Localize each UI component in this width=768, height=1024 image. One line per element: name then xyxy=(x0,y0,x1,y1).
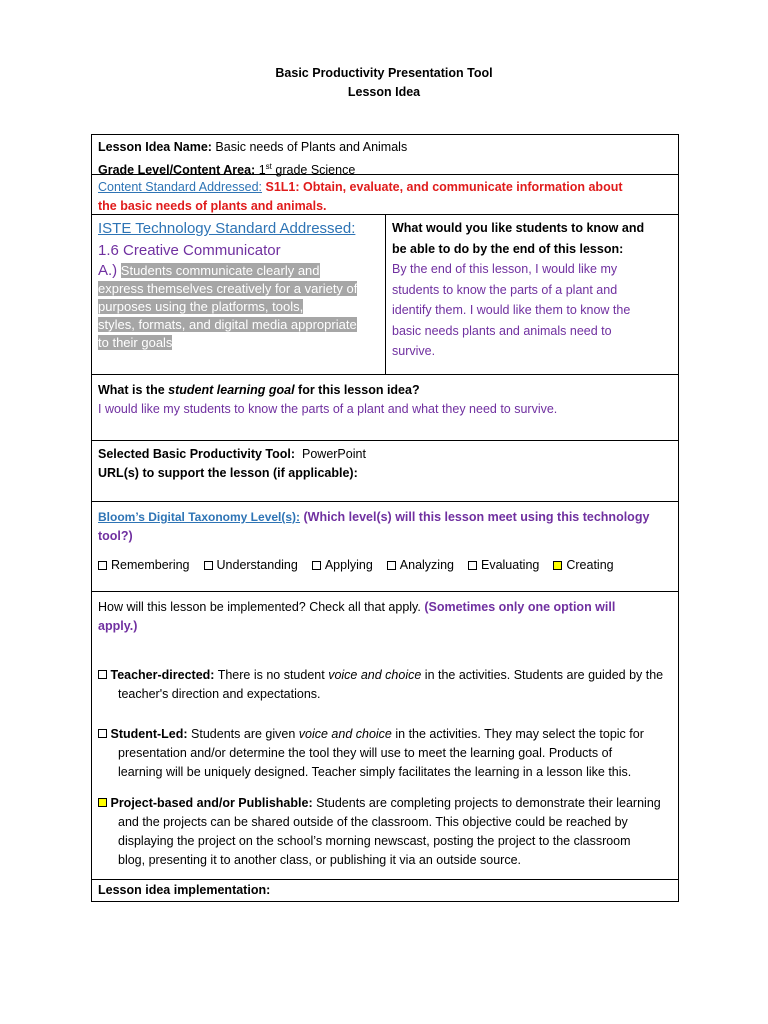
content-standard-row xyxy=(92,175,678,215)
content-standard-value-line2: the basic needs of plants and animals. xyxy=(98,199,327,213)
lesson-name-label: Lesson Idea Name: xyxy=(98,140,212,154)
grade-label: Grade Level/Content Area: xyxy=(98,163,256,178)
project-text-line3: displaying the project on the school’s morning newscast, posting the project to the classroom xyxy=(118,834,631,848)
iste-line-1: Students communicate clearly and xyxy=(120,263,320,278)
implementation-note: (Sometimes only one option will xyxy=(424,600,616,614)
student-led-label: Student-Led: xyxy=(110,727,188,741)
lesson-info-row xyxy=(92,135,678,178)
objective-answer-line3: identify them. I would like them to know the xyxy=(392,303,631,317)
lesson-form xyxy=(91,134,679,902)
bloom-level-label: Remembering xyxy=(111,558,190,572)
iste-description xyxy=(98,262,379,352)
iste-objective-row xyxy=(92,215,678,375)
document-header xyxy=(0,64,768,102)
implementation-note-line2: apply.) xyxy=(98,619,138,633)
bloom-level-label: Applying xyxy=(324,558,373,572)
bloom-applying[interactable] xyxy=(312,556,373,575)
bloom-understanding[interactable] xyxy=(204,556,298,575)
project-text: Students are completing projects to demonstrate their learning xyxy=(316,796,661,810)
iste-subtitle: 1.6 Creative Communicator xyxy=(98,242,281,259)
bloom-question-line2: tool?) xyxy=(98,529,133,543)
iste-line-3: purposes using the platforms, tools, xyxy=(98,299,304,314)
student-text-italic: voice and choice xyxy=(298,727,392,741)
objective-answer-line2: students to know the parts of a plant and xyxy=(392,282,618,297)
tool-row xyxy=(92,441,678,502)
objective-question-line1: What would you like students to know and xyxy=(392,221,645,235)
document-title: Basic Productivity Presentation Tool xyxy=(275,66,493,80)
teacher-text-line2: teacher's direction and expectations. xyxy=(118,687,321,701)
project-text-line4: blog, presenting it to another class, or publishing it via an outside source. xyxy=(118,853,522,867)
teacher-text-italic: voice and choice xyxy=(328,668,422,682)
bloom-level-label: Evaluating xyxy=(480,558,540,572)
checkbox-icon[interactable] xyxy=(98,561,107,570)
objective-answer-line4: basic needs plants and animals need to xyxy=(392,323,612,338)
bloom-row xyxy=(92,502,678,592)
content-standard-line1 xyxy=(98,178,672,197)
grade-superscript: st xyxy=(265,162,272,171)
content-standard-label: Content Standard Addressed: xyxy=(98,180,263,194)
project-based-label: Project-based and/or Publishable: xyxy=(110,796,313,810)
implementation-row xyxy=(92,592,678,880)
learning-goal-q-start: What is the xyxy=(98,383,169,397)
bloom-remembering[interactable] xyxy=(98,556,190,575)
grade-number: 1 xyxy=(258,163,266,178)
bloom-level-label: Analyzing xyxy=(399,558,454,572)
option-project-based xyxy=(98,794,672,870)
tool-line xyxy=(98,445,672,464)
bloom-label: Bloom’s Digital Taxonomy Level(s): xyxy=(98,510,301,524)
option-student-led xyxy=(98,725,672,782)
learning-goal-q-italic: student learning goal xyxy=(168,383,295,397)
bloom-analyzing[interactable] xyxy=(387,556,454,575)
project-text-line2: and the projects can be shared outside of the classroom. This objective could be reached by xyxy=(118,815,628,829)
student-text: Students are given xyxy=(191,727,299,741)
student-text-end: in the activities. They may select the topic for xyxy=(391,727,644,741)
objective-answer-line5: survive. xyxy=(392,344,436,358)
option-teacher-directed xyxy=(98,666,672,704)
bloom-level-label: Creating xyxy=(566,558,614,572)
lesson-implementation-label: Lesson idea implementation: xyxy=(98,883,271,897)
implementation-footer-row xyxy=(92,880,678,901)
student-text-line2: presentation and/or determine the tool they will use to meet the learning goal. Products of xyxy=(118,746,613,760)
checkbox-icon[interactable] xyxy=(204,561,213,570)
checkbox-icon[interactable] xyxy=(98,670,107,679)
objective-question-line2: be able to do by the end of this lesson: xyxy=(392,241,624,256)
iste-cell xyxy=(92,215,386,374)
teacher-text-end: in the activities. Students are guided by the xyxy=(421,668,664,682)
bloom-level-label: Understanding xyxy=(216,558,298,572)
bloom-question-line1 xyxy=(98,508,672,527)
implementation-question: How will this lesson be implemented? Check all that apply. xyxy=(98,600,421,614)
teacher-text: There is no student xyxy=(217,668,329,682)
implementation-question-line1 xyxy=(98,598,672,617)
checkbox-icon[interactable] xyxy=(468,561,477,570)
iste-prefix: A.) xyxy=(98,262,118,279)
learning-goal-answer: I would like my students to know the parts of a plant and what they need to survive. xyxy=(98,402,558,416)
learning-goal-row xyxy=(92,375,678,441)
iste-line-5: to their goals xyxy=(98,335,173,350)
checkbox-icon[interactable] xyxy=(553,561,562,570)
iste-line-2: express themselves creatively for a variety of xyxy=(98,281,358,296)
objective-cell xyxy=(386,215,678,374)
url-label: URL(s) to support the lesson (if applicable): xyxy=(98,466,358,480)
lesson-name-value: Basic needs of Plants and Animals xyxy=(215,140,408,154)
checkbox-icon[interactable] xyxy=(387,561,396,570)
checkbox-icon[interactable] xyxy=(98,798,107,807)
student-text-line3: learning will be uniquely designed. Teacher simply facilitates the learning in a lesson like this. xyxy=(118,765,632,779)
objective-answer-line1: By the end of this lesson, I would like my xyxy=(392,262,618,276)
bloom-creating[interactable] xyxy=(553,556,613,575)
bloom-evaluating[interactable] xyxy=(468,556,539,575)
tool-value: PowerPoint xyxy=(302,447,366,461)
document-subtitle: Lesson Idea xyxy=(347,85,421,99)
bloom-question: (Which level(s) will this lesson meet using this technology xyxy=(303,510,650,524)
teacher-directed-label: Teacher-directed: xyxy=(110,668,215,682)
iste-line-4: styles, formats, and digital media appropriate xyxy=(98,317,357,332)
grade-subject: grade Science xyxy=(275,163,356,178)
iste-title: ISTE Technology Standard Addressed: xyxy=(98,220,356,237)
bloom-levels xyxy=(98,556,672,575)
checkbox-icon[interactable] xyxy=(98,729,107,738)
learning-goal-question xyxy=(98,381,672,400)
learning-goal-q-end: for this lesson idea? xyxy=(294,383,420,397)
lesson-name-line xyxy=(98,138,672,157)
checkbox-icon[interactable] xyxy=(312,561,321,570)
content-standard-value-line1: S1L1: Obtain, evaluate, and communicate information about xyxy=(265,180,623,194)
tool-label: Selected Basic Productivity Tool: xyxy=(98,447,296,461)
